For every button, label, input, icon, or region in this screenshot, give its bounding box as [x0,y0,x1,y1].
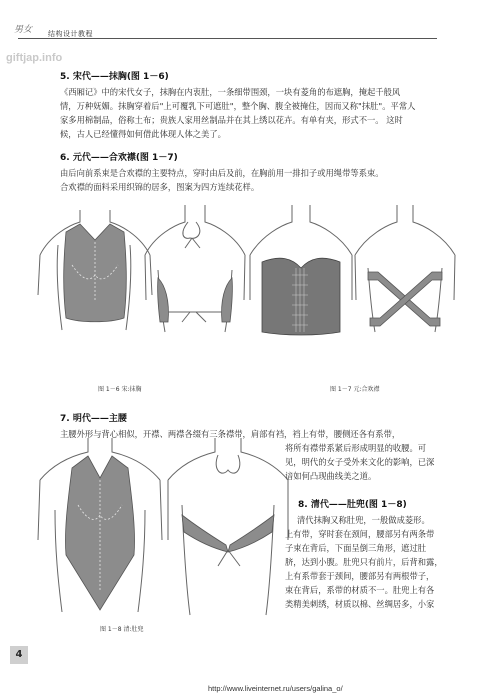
section7-line: 见，明代的女子受外来文化的影响，已深 [285,457,435,467]
section5-line: 家多用棉制品，俗称土布；贵族人家用丝制品并在其上绣以花卉。有单有夹，形式不一。 这时 [60,115,403,125]
section8-line: 清代抹胸又称肚兜，一般做成菱形。 [297,515,430,525]
section8-heading: 8. 清代——肚兜(图 1－8) [298,500,407,510]
section7-line: 主腰外形与背心相似，开襟、两襟各缀有三条襟带，肩部有裆，裆上有带，腰侧还各有系带， [60,429,401,439]
page-number: 4 [10,646,28,664]
section5-line: 候，古人已经懂得如何借此体现人体之美了。 [60,129,226,139]
section7-heading: 7. 明代——主腰 [60,414,127,424]
section7-line: 谙如何凸现曲线美之道。 [285,471,377,481]
header-title: 结构设计教程 [48,30,93,38]
section8-line: 子束在背后，下面呈倒三角形，遮过肚 [285,543,427,553]
figure-caption-1-7: 图 1－7 元:合欢襟 [330,386,380,393]
section8-line: 上有系带套于颈间，腰部另有两根带子， [285,571,435,581]
section6-heading: 6. 元代——合欢襟(图 1－7) [60,153,178,163]
section6-line: 由后向前系束是合欢襟的主要特点，穿时由后及前，在胸前用一排扣子或用绳带等系束。 [60,168,384,178]
section6-line: 合欢襟的面料采用织锦的居多，图案为四方连续花样。 [60,182,260,192]
section5-line: 情，万种妩媚。抹胸穿着后"上可覆乳下可遮肚"，整个胸、腹全被掩住，因而又称"抹肚"。平常人 [60,101,416,111]
section8-line: 束在背后，系带的材质不一。肚兜上有各 [285,585,435,595]
qingdai-back-figure [168,438,288,615]
section8-line: 上有带，穿时套在颈间，腰部另有两条带 [285,529,435,539]
section7-line: 将所有襟带系紧后形成明显的收腰。可 [285,443,427,453]
section5-line: 《西厢记》中的宋代女子，抹胸在内衷肚，一条细带围颈，一块有菱角的布遮胸，掩起千般风 [60,87,401,97]
section5-heading: 5. 宋代——抹胸(图 1－6) [60,72,169,82]
section8-line: 脐，达到小腹。肚兜只有前片，后背和露， [285,557,443,567]
qingdai-front-figure [38,438,162,612]
section8-line: 类精美刺绣，材质以棉、丝绸居多，小家 [285,599,435,609]
header-logo: 男女 [14,25,33,35]
watermark: giftjap.info [6,52,63,64]
figure-caption-1-8: 图 1－8 清:肚兜 [100,626,144,633]
footer-url[interactable]: http://www.liveinternet.ru/users/galina_o/ [208,684,343,693]
figure-caption-1-6: 图 1－6 宋:抹胸 [98,386,142,393]
